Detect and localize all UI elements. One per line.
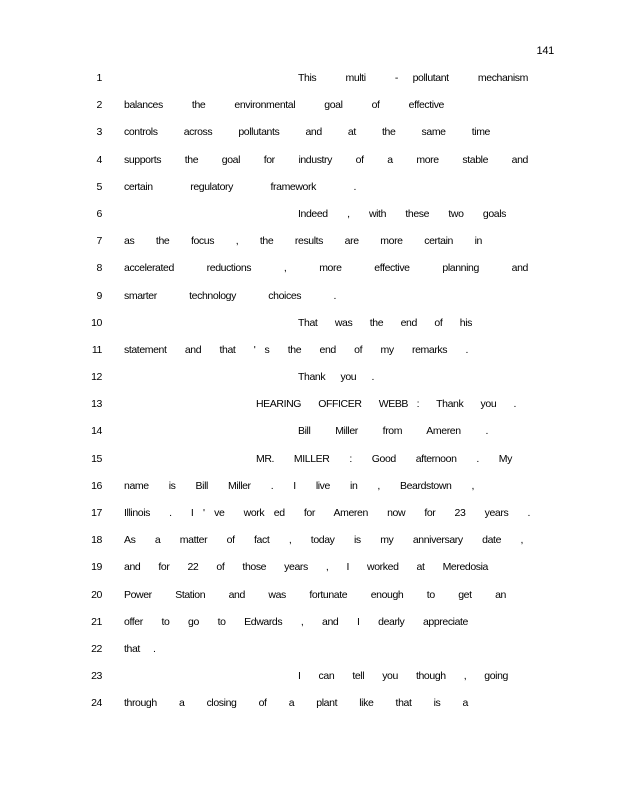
- transcript-line: [0, 260, 618, 287]
- page-number: 141: [536, 45, 554, 57]
- line-text: name is Bill Miller . I live in , Beardstown ,: [124, 479, 474, 492]
- line-text: Indeed , with these two goals: [298, 207, 506, 220]
- line-number: 8: [96, 262, 102, 275]
- line-number: 4: [96, 153, 102, 166]
- line-number: 17: [91, 507, 102, 519]
- line-number: 9: [96, 289, 102, 302]
- transcript-line: [0, 124, 618, 151]
- transcript-line: [0, 505, 618, 532]
- line-number: 5: [96, 180, 102, 193]
- line-number: 15: [91, 452, 102, 465]
- line-number: 16: [91, 479, 102, 492]
- transcript-line: [0, 423, 618, 450]
- transcript-line: [0, 532, 618, 559]
- line-text: Thank you .: [298, 371, 374, 384]
- transcript-line: [0, 152, 618, 179]
- transcript-line: [0, 342, 618, 369]
- line-text: Illinois . I ' ve work ed for Ameren now for 23 years .: [124, 507, 530, 519]
- line-text: Bill Miller from Ameren .: [298, 425, 488, 438]
- line-number: 3: [96, 126, 102, 139]
- line-text: HEARING OFFICER WEBB : Thank you .: [256, 398, 516, 411]
- line-number: 10: [91, 316, 102, 329]
- line-number: 6: [96, 207, 102, 220]
- line-number: 12: [91, 371, 102, 384]
- transcript-line: [0, 396, 618, 423]
- line-number: 13: [91, 398, 102, 411]
- line-text: As a matter of fact , today is my anniversary date ,: [124, 534, 523, 547]
- line-text: That was the end of his: [298, 316, 472, 329]
- transcript-line: [0, 668, 618, 695]
- line-number: 1: [96, 72, 102, 84]
- line-text: balances the environmental goal of effective: [124, 99, 444, 112]
- transcript-line: [0, 559, 618, 586]
- line-text: This multi - pollutant mechanism: [298, 72, 528, 84]
- line-number: 23: [91, 670, 102, 683]
- transcript-line: [0, 451, 618, 478]
- line-text: and for 22 of those years , I worked at Meredosia: [124, 561, 488, 574]
- line-text: Power Station and was fortunate enough to get an: [124, 588, 506, 601]
- line-text: smarter technology choices .: [124, 289, 336, 302]
- line-number: 24: [91, 697, 102, 710]
- transcript-body: [0, 70, 618, 723]
- transcript-line: [0, 206, 618, 233]
- line-text: controls across pollutants and at the same time: [124, 126, 490, 139]
- line-number: 20: [91, 588, 102, 601]
- line-text: accelerated reductions , more effective planning and: [124, 262, 528, 275]
- line-text: as the focus , the results are more certain in: [124, 235, 482, 248]
- transcript-line: [0, 369, 618, 396]
- line-number: 19: [91, 561, 102, 574]
- transcript-line: [0, 614, 618, 641]
- transcript-line: [0, 315, 618, 342]
- line-text: offer to go to Edwards , and I dearly appreciate: [124, 615, 468, 628]
- line-text: certain regulatory framework .: [124, 180, 356, 193]
- line-number: 18: [91, 534, 102, 547]
- transcript-line: [0, 70, 618, 97]
- transcript-line: [0, 288, 618, 315]
- transcript-line: [0, 641, 618, 668]
- line-text: MR. MILLER : Good afternoon . My: [256, 452, 512, 465]
- line-text: that .: [124, 642, 156, 655]
- transcript-line: [0, 233, 618, 260]
- line-number: 11: [91, 343, 102, 356]
- line-text: statement and that ' s the end of my remarks .: [124, 343, 468, 356]
- transcript-line: [0, 587, 618, 614]
- line-number: 21: [91, 615, 102, 628]
- line-number: 14: [91, 425, 102, 438]
- transcript-line: [0, 179, 618, 206]
- line-number: 2: [96, 99, 102, 112]
- transcript-line: [0, 478, 618, 505]
- line-number: 22: [91, 642, 102, 655]
- transcript-line: [0, 97, 618, 124]
- line-number: 7: [96, 235, 102, 248]
- transcript-line: [0, 695, 618, 722]
- line-text: I can tell you though , going: [298, 670, 508, 683]
- line-text: through a closing of a plant like that is a: [124, 697, 468, 710]
- line-text: supports the goal for industry of a more stable and: [124, 153, 528, 166]
